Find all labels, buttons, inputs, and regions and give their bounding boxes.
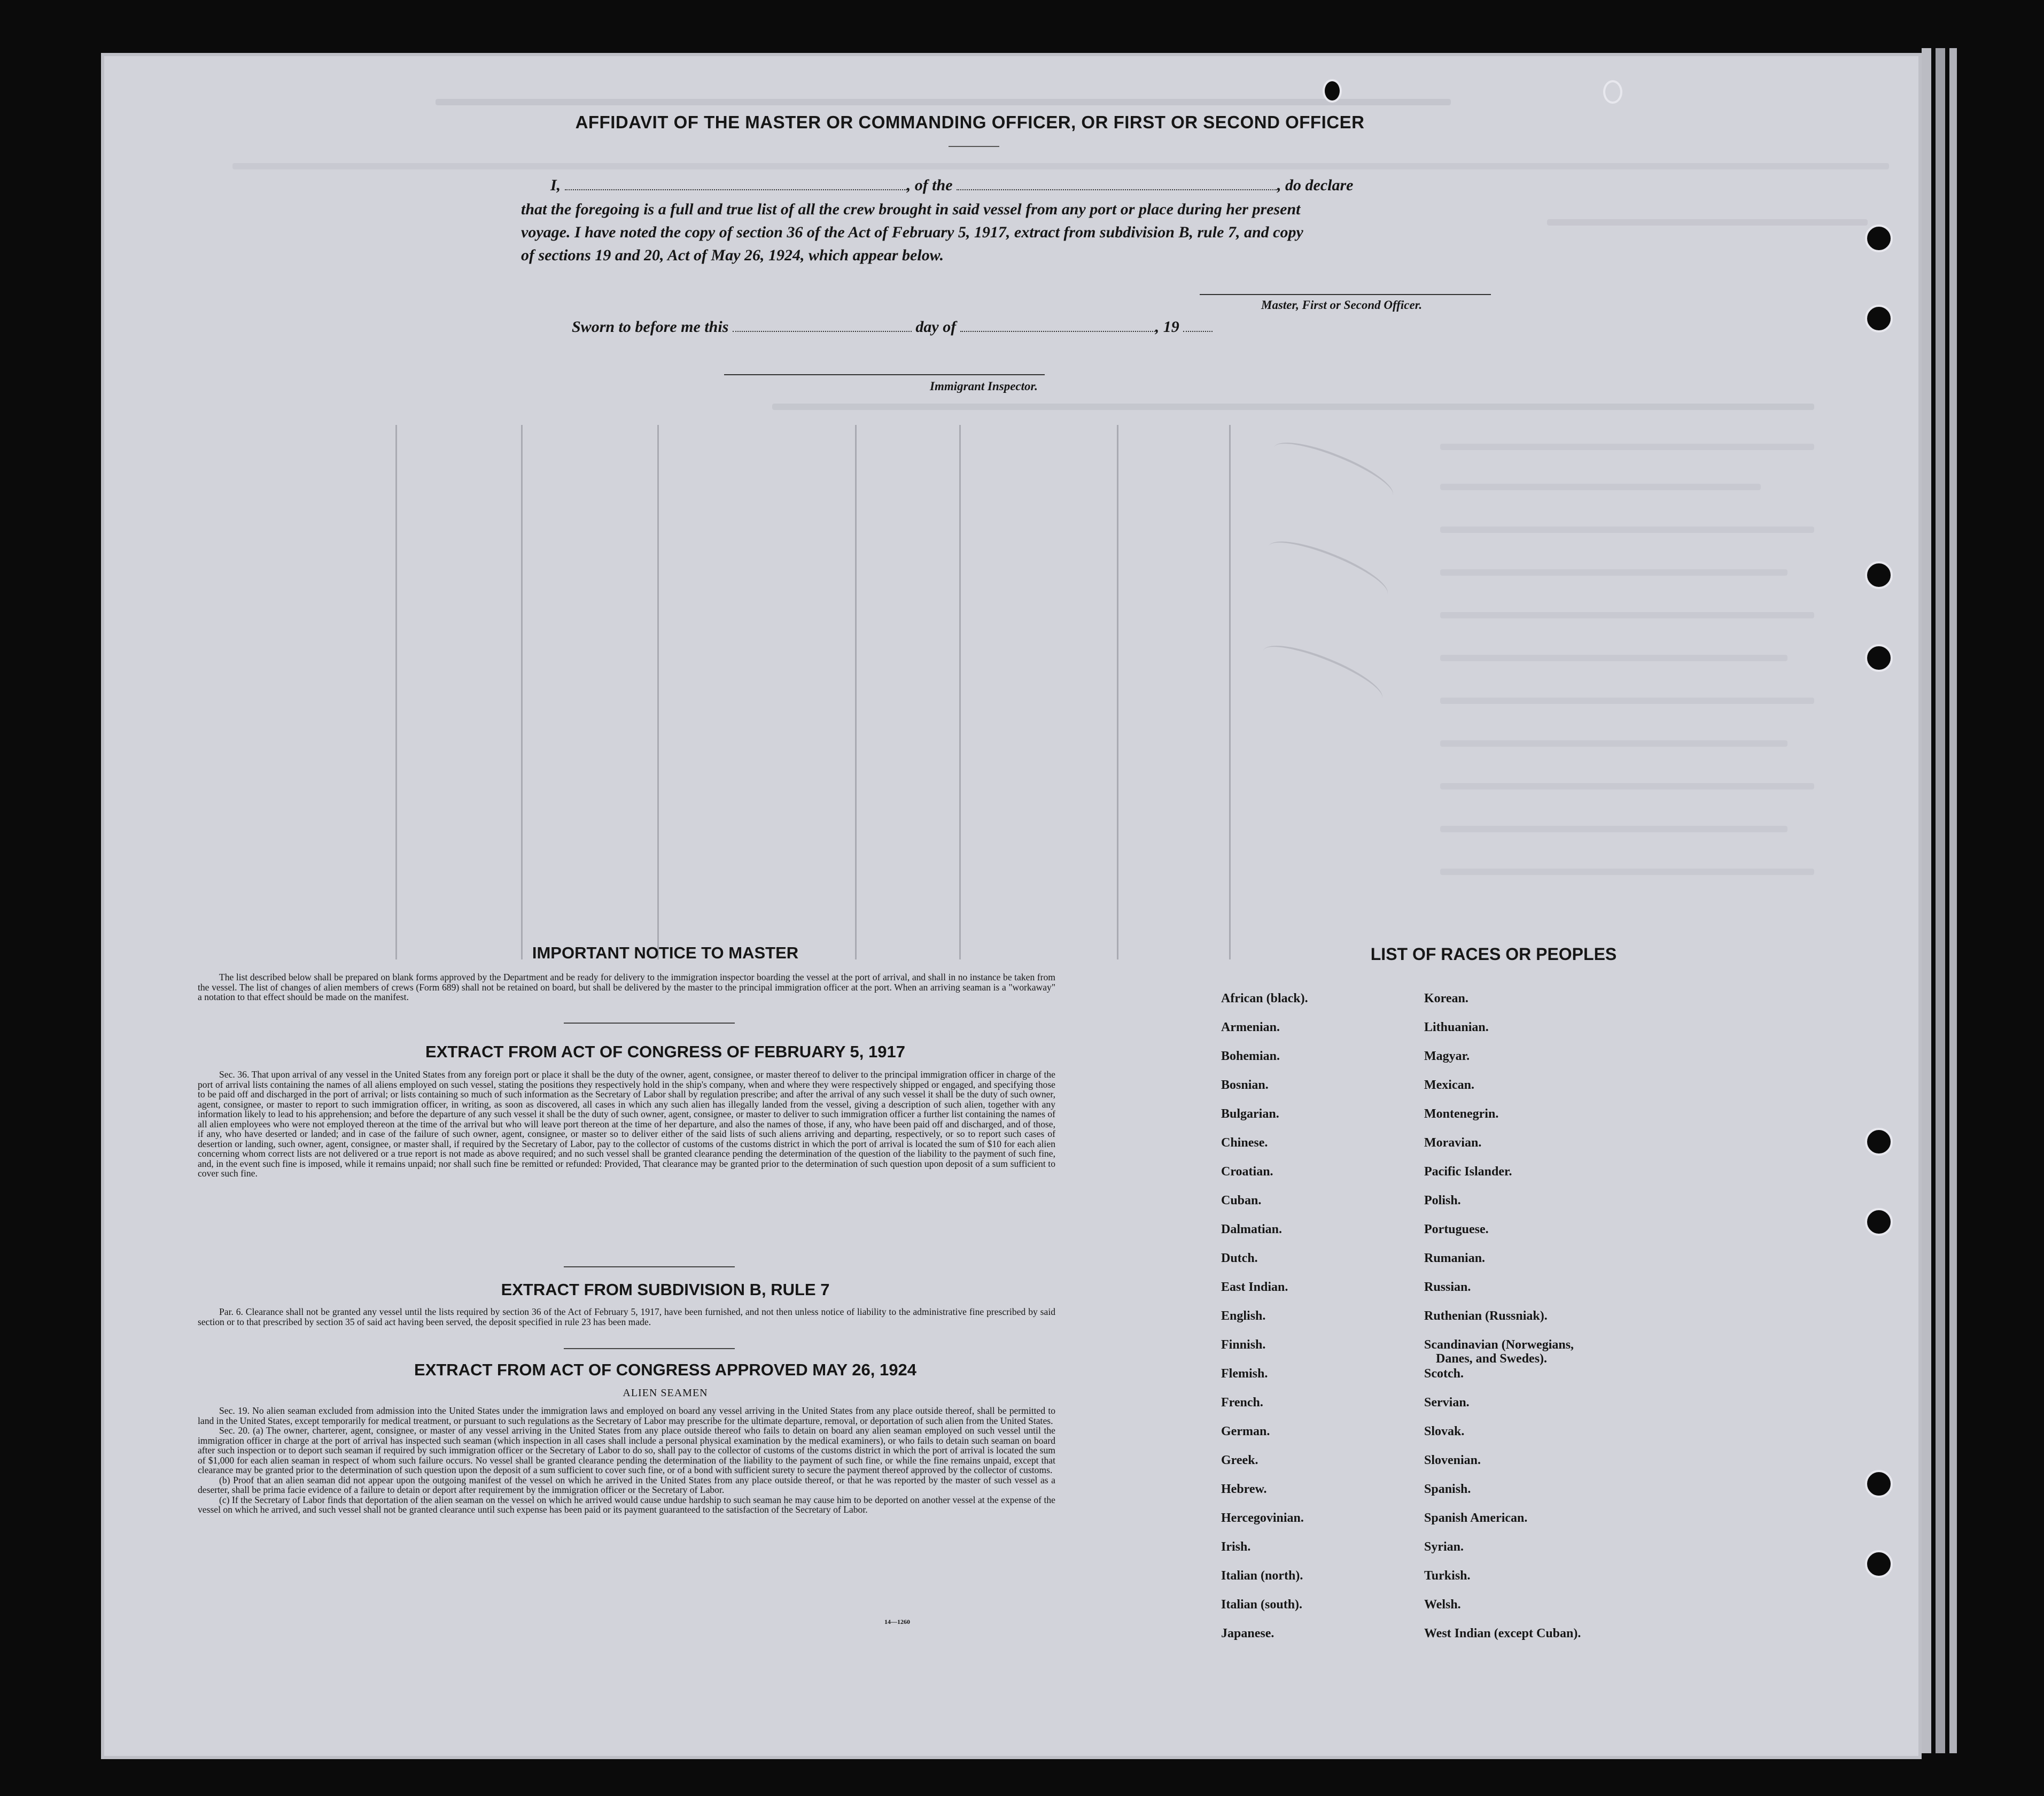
race-label: Slovak. <box>1424 1425 1465 1438</box>
inspector-signature-line[interactable] <box>724 374 1045 375</box>
race-item <box>1424 1194 1581 1222</box>
binder-hole <box>1865 1208 1893 1236</box>
race-label: African (black). <box>1221 992 1308 1005</box>
bleed-through-text <box>1440 612 1814 618</box>
bleed-through-text <box>772 404 1814 410</box>
race-label: Spanish. <box>1424 1482 1471 1496</box>
race-label: Hercegovinian. <box>1221 1511 1304 1525</box>
race-item <box>1221 1020 1308 1049</box>
bleed-through-text <box>1440 869 1814 875</box>
race-label: West Indian (except Cuban). <box>1424 1627 1581 1640</box>
race-item <box>1424 1453 1581 1482</box>
race-item <box>1424 1511 1581 1540</box>
bleed-through-text <box>1440 484 1761 490</box>
bleed-through-text <box>1440 444 1814 450</box>
rule-7-title: EXTRACT FROM SUBDIVISION B, RULE 7 <box>501 1280 830 1299</box>
race-label: Dalmatian. <box>1221 1222 1282 1236</box>
race-item <box>1221 1309 1308 1338</box>
race-item <box>1424 1222 1581 1251</box>
vessel-name-blank[interactable] <box>957 189 1277 190</box>
race-label: Chinese. <box>1221 1136 1268 1150</box>
alien-seamen-subtitle: ALIEN SEAMEN <box>623 1387 708 1399</box>
race-item <box>1221 1107 1308 1136</box>
race-item <box>1221 1569 1308 1598</box>
notice-text <box>198 972 1055 1002</box>
bleed-through-mark <box>1268 431 1399 511</box>
race-item <box>1424 1165 1581 1194</box>
race-item <box>1424 1049 1581 1078</box>
race-item <box>1221 1540 1308 1569</box>
races-title: LIST OF RACES OR PEOPLES <box>1370 945 1617 964</box>
race-item <box>1424 1540 1581 1569</box>
declaration-line-2: that the foregoing is a full and true list of all the crew brought in said vessel from any port or place during her present <box>521 200 1301 218</box>
section-separator <box>564 1266 735 1267</box>
bleed-through-text <box>1440 698 1814 704</box>
race-item <box>1424 1338 1581 1367</box>
bleed-column-rule <box>657 425 659 959</box>
race-label: Croatian. <box>1221 1165 1273 1179</box>
race-label: Scandinavian (Norwegians, <box>1424 1338 1574 1352</box>
sec20c-paragraph: (c) If the Secretary of Labor finds that deportation of the alien seaman on the vessel on which he arrived would cause undue hardship to such seaman he may cause him to be deported on another vessel at the expense of the vessel on which he arrived, and such vessel shall not be granted clearance until such expense has been paid or its payment guaranteed to the satisfaction of the Secretary of Labor. <box>198 1494 1055 1515</box>
race-label: Dutch. <box>1221 1251 1258 1265</box>
sec20b-paragraph: (b) Proof that an alien seaman did not appear upon the outgoing manifest of the vessel on which he arrived in the United States from any place outside thereof, or that he was reported by the master of such vessel as a deserter, shall be prima facie evidence of a failure to detain or deport after requirement by the immigration officer or the Secretary of Labor. <box>198 1474 1055 1495</box>
race-label: Finnish. <box>1221 1338 1266 1352</box>
race-item <box>1221 992 1308 1020</box>
bleed-column-rule <box>521 425 523 959</box>
binder-hole <box>1865 644 1893 672</box>
race-item <box>1424 1367 1581 1396</box>
race-label: Armenian. <box>1221 1020 1280 1034</box>
race-item <box>1424 1020 1581 1049</box>
section-separator <box>564 1348 735 1349</box>
race-label: Bulgarian. <box>1221 1107 1279 1121</box>
sec20a-paragraph: Sec. 20. (a) The owner, charterer, agent, consignee, or master of any vessel arriving in the United States from any place outside thereof who fails to detain on board any alien seaman employed on such vessel until the immigration officer in charge at the port of arrival has inspected such seaman (which inspection in all cases shall include a personal physical examination by the medical examiners), or who fails to detain such seaman on board after such inspection or to deport such seaman if required by such immigration officer or the Secretary of Labor to do so, shall pay to the collector of customs of the customs district in which the port of arrival is located the sum of $1,000 for each alien seaman in respect of whom such failure occurs. No vessel shall be granted clearance pending the determination of the liability to the payment of such fine, or while the fine remains unpaid, except that clearance may be granted prior to the determination of such question upon the deposit of a sum sufficient to cover such fine, or of a bond with sufficient surety to secure the payment thereof approved by the collector of customs. <box>198 1425 1055 1475</box>
race-label: Turkish. <box>1424 1569 1471 1583</box>
race-label: Mexican. <box>1424 1078 1474 1092</box>
race-item <box>1424 1425 1581 1453</box>
binder-hole <box>1865 305 1893 332</box>
bleed-column-rule <box>1229 425 1231 959</box>
sworn-line <box>572 318 1213 336</box>
extract-1917-title: EXTRACT FROM ACT OF CONGRESS OF FEBRUARY 5, 1917 <box>425 1042 905 1061</box>
extract-1917-text <box>198 1070 1055 1179</box>
race-item <box>1221 1627 1308 1655</box>
race-item <box>1221 1425 1308 1453</box>
bleed-through-text <box>1547 219 1868 226</box>
sworn-year-prefix: , 19 <box>1155 318 1179 336</box>
par6-paragraph: Par. 6. Clearance shall not be granted any vessel until the lists required by section 36 of the Act of February 5, 1917, have been furnished, and not then unless notice of liability to the administrative fine prescribed by said section or to that prescribed by section 35 of said act having been served, the deposit specified in rule 23 has been made. <box>198 1306 1055 1327</box>
master-signature-label: Master, First or Second Officer. <box>1261 298 1423 312</box>
bleed-column-rule <box>395 425 397 959</box>
sec36-paragraph: Sec. 36. That upon arrival of any vessel in the United States from any foreign port or place it shall be the duty of the owner, agent, consignee, or master thereof to deliver to the principal immigration officer in charge of the port of arrival lists containing the names of all aliens employed on such vessel, stating the positions they respectively hold in the ship's company, when and where they were respectively shipped or engaged, and specifying those to be paid off and discharged in the port of arrival; or lists containing so much of such information as the Secretary of Labor shall by regulation prescribe; and after the arrival of any such vessel it shall be the duty of such owner, agent, consignee, or master to report to such immigration officer, in writing, as soon as discovered, all cases in which any such alien has illegally landed from the vessel, giving a description of such alien, together with any information likely to lead to his apprehension; and before the departure of any such vessel it shall be the duty of such owner, agent, consignee, or master to deliver to such immigration officer a further list containing the names of all alien employees who were not employed thereon at the time of the arrival but who will leave port thereon at the time of her departure, and also the names of those, if any, who have been paid off and discharged, and of those, if any, who have deserted or landed; and in case of the failure of such owner, agent, consignee, or master so to deliver either of the said lists of such aliens arriving and departing, respectively, or so to report such cases of desertion or landing, such owner, agent, consignee, or master shall, if required by the Secretary of Labor, pay to the collector of customs of the customs district in which the port of arrival is located the sum of $10 for each alien concerning whom correct lists are not delivered or a true report is not made as above required; and no such vessel shall be granted clearance pending the determination of the question of the liability to the payment of such fine, and, in the event such fine is imposed, while it remains unpaid; nor shall such fine be remitted or refunded: Provided, That clearance may be granted prior to the determination of such question upon deposit of a sum sufficient to cover such fine. <box>198 1069 1055 1179</box>
declaration-line-1 <box>521 176 1353 195</box>
race-label: Servian. <box>1424 1396 1470 1410</box>
race-label: German. <box>1221 1425 1270 1438</box>
master-signature-line[interactable] <box>1200 294 1491 295</box>
bleed-through-text <box>1440 740 1787 747</box>
race-label: Lithuanian. <box>1424 1020 1489 1034</box>
race-label: Magyar. <box>1424 1049 1470 1063</box>
race-label: Syrian. <box>1424 1540 1464 1554</box>
page-edge <box>1922 48 1931 1753</box>
race-label: Bosnian. <box>1221 1078 1269 1092</box>
race-label: Ruthenian (Russniak). <box>1424 1309 1548 1323</box>
notice-title: IMPORTANT NOTICE TO MASTER <box>532 943 799 962</box>
race-item <box>1424 1251 1581 1280</box>
bleed-through-text <box>1440 569 1787 576</box>
bleed-through-text <box>1440 527 1814 533</box>
race-label: Welsh. <box>1424 1598 1461 1612</box>
race-item <box>1221 1367 1308 1396</box>
binder-hole <box>1865 561 1893 589</box>
race-item <box>1221 1222 1308 1251</box>
race-item <box>1424 1309 1581 1338</box>
declaration-of-the: , of the <box>906 176 953 194</box>
race-label: Italian (north). <box>1221 1569 1303 1583</box>
race-item <box>1221 1280 1308 1309</box>
declaration-line-3: voyage. I have noted the copy of section 36 of the Act of February 5, 1917, extract from subdivision B, rule 7, and copy <box>521 223 1303 241</box>
race-item <box>1424 1280 1581 1309</box>
race-item <box>1221 1511 1308 1540</box>
race-label: Greek. <box>1221 1453 1258 1467</box>
binder-hole <box>1865 224 1893 252</box>
races-left-column <box>1221 992 1308 1655</box>
race-label: Polish. <box>1424 1194 1461 1207</box>
race-label: Cuban. <box>1221 1194 1262 1207</box>
race-item <box>1424 1569 1581 1598</box>
sworn-prefix: Sworn to before me this <box>572 318 729 336</box>
rule-7-text <box>198 1307 1055 1327</box>
race-label: East Indian. <box>1221 1280 1288 1294</box>
declaration-i: I, <box>550 176 561 194</box>
bleed-through-text <box>436 99 1451 105</box>
race-label-continued: Danes, and Swedes). <box>1436 1352 1548 1366</box>
race-item <box>1221 1194 1308 1222</box>
sworn-day-of: day of <box>915 318 957 336</box>
bleed-column-rule <box>1117 425 1118 959</box>
title-underline <box>949 146 999 147</box>
race-item <box>1221 1078 1308 1107</box>
form-number: 14—1260 <box>884 1618 910 1625</box>
race-item <box>1424 1598 1581 1627</box>
race-label: Hebrew. <box>1221 1482 1267 1496</box>
sec19-paragraph: Sec. 19. No alien seaman excluded from admission into the United States under the immigration laws and employed on board any vessel arriving in the United States from any place outside thereof, shall be permitted to land in the United States, except temporarily for medical treatment, or pursuant to such regulations as the Secretary of Labor may prescribe for the ultimate departure, removal, or deportation of such alien from the United States. <box>198 1405 1055 1426</box>
race-item <box>1221 1396 1308 1425</box>
notice-paragraph: The list described below shall be prepared on blank forms approved by the Department and be ready for delivery to the immigration inspector boarding the vessel at the port of arrival, and shall in no instance be taken from the vessel. The list of changes of alien members of crews (Form 689) shall not be retained on board, but shall be delivered by the master to the principal immigration officer at the port. When an arriving seaman is a "workaway" a notation to that effect should be made on the manifest. <box>198 972 1055 1002</box>
bleed-through-mark <box>1262 530 1394 610</box>
race-label: Pacific Islander. <box>1424 1165 1512 1179</box>
sworn-day-blank[interactable] <box>733 331 912 332</box>
sworn-year-blank[interactable] <box>1183 331 1213 332</box>
race-label: Rumanian. <box>1424 1251 1486 1265</box>
race-item <box>1424 1107 1581 1136</box>
bleed-column-rule <box>855 425 857 959</box>
page-edge <box>1936 48 1945 1753</box>
bleed-column-rule <box>959 425 961 959</box>
sworn-month-blank[interactable] <box>960 331 1155 332</box>
race-label: French. <box>1221 1396 1263 1410</box>
races-right-column <box>1424 992 1581 1655</box>
bleed-through-mark <box>1257 634 1388 714</box>
race-label: Portuguese. <box>1424 1222 1489 1236</box>
race-label: Scotch. <box>1424 1367 1464 1381</box>
affidavit-title: AFFIDAVIT OF THE MASTER OR COMMANDING OFFICER, OR FIRST OR SECOND OFFICER <box>575 112 1365 132</box>
bleed-through-text <box>1440 655 1787 661</box>
binder-hole <box>1865 1470 1893 1498</box>
inspector-label: Immigrant Inspector. <box>930 380 1038 393</box>
race-item <box>1221 1165 1308 1194</box>
race-item <box>1221 1598 1308 1627</box>
race-item <box>1221 1049 1308 1078</box>
declaration-do-declare: , do declare <box>1277 176 1354 194</box>
page-edge <box>1949 48 1957 1753</box>
race-label: Spanish American. <box>1424 1511 1528 1525</box>
race-label: Slovenian. <box>1424 1453 1481 1467</box>
race-item <box>1424 1396 1581 1425</box>
race-item <box>1221 1136 1308 1165</box>
race-label: Bohemian. <box>1221 1049 1280 1063</box>
race-item <box>1221 1338 1308 1367</box>
bleed-through-text <box>232 163 1889 169</box>
race-item <box>1424 992 1581 1020</box>
section-separator <box>564 1023 735 1024</box>
race-label: Russian. <box>1424 1280 1471 1294</box>
binder-hole <box>1865 1128 1893 1156</box>
race-item <box>1221 1482 1308 1511</box>
race-label: Flemish. <box>1221 1367 1268 1381</box>
race-label: Italian (south). <box>1221 1598 1303 1612</box>
race-item <box>1221 1453 1308 1482</box>
race-label: Moravian. <box>1424 1136 1482 1150</box>
race-item <box>1424 1627 1581 1655</box>
extract-1924-text <box>198 1406 1055 1515</box>
race-item <box>1221 1251 1308 1280</box>
race-item <box>1424 1136 1581 1165</box>
punch-hole <box>1323 79 1342 103</box>
bleed-through-text <box>1440 826 1787 832</box>
race-label: Korean. <box>1424 992 1468 1005</box>
race-item <box>1424 1078 1581 1107</box>
binder-hole <box>1865 1550 1893 1578</box>
race-label: English. <box>1221 1309 1266 1323</box>
master-name-blank[interactable] <box>565 189 907 190</box>
race-label: Japanese. <box>1221 1627 1274 1640</box>
race-label: Irish. <box>1221 1540 1251 1554</box>
declaration-line-4: of sections 19 and 20, Act of May 26, 1924, which appear below. <box>521 246 944 264</box>
extract-1924-title: EXTRACT FROM ACT OF CONGRESS APPROVED MAY 26, 1924 <box>414 1360 916 1379</box>
document-page <box>104 56 1918 1756</box>
punch-hole <box>1603 80 1622 104</box>
race-label: Montenegrin. <box>1424 1107 1499 1121</box>
bleed-through-text <box>1440 783 1814 789</box>
race-item <box>1424 1482 1581 1511</box>
